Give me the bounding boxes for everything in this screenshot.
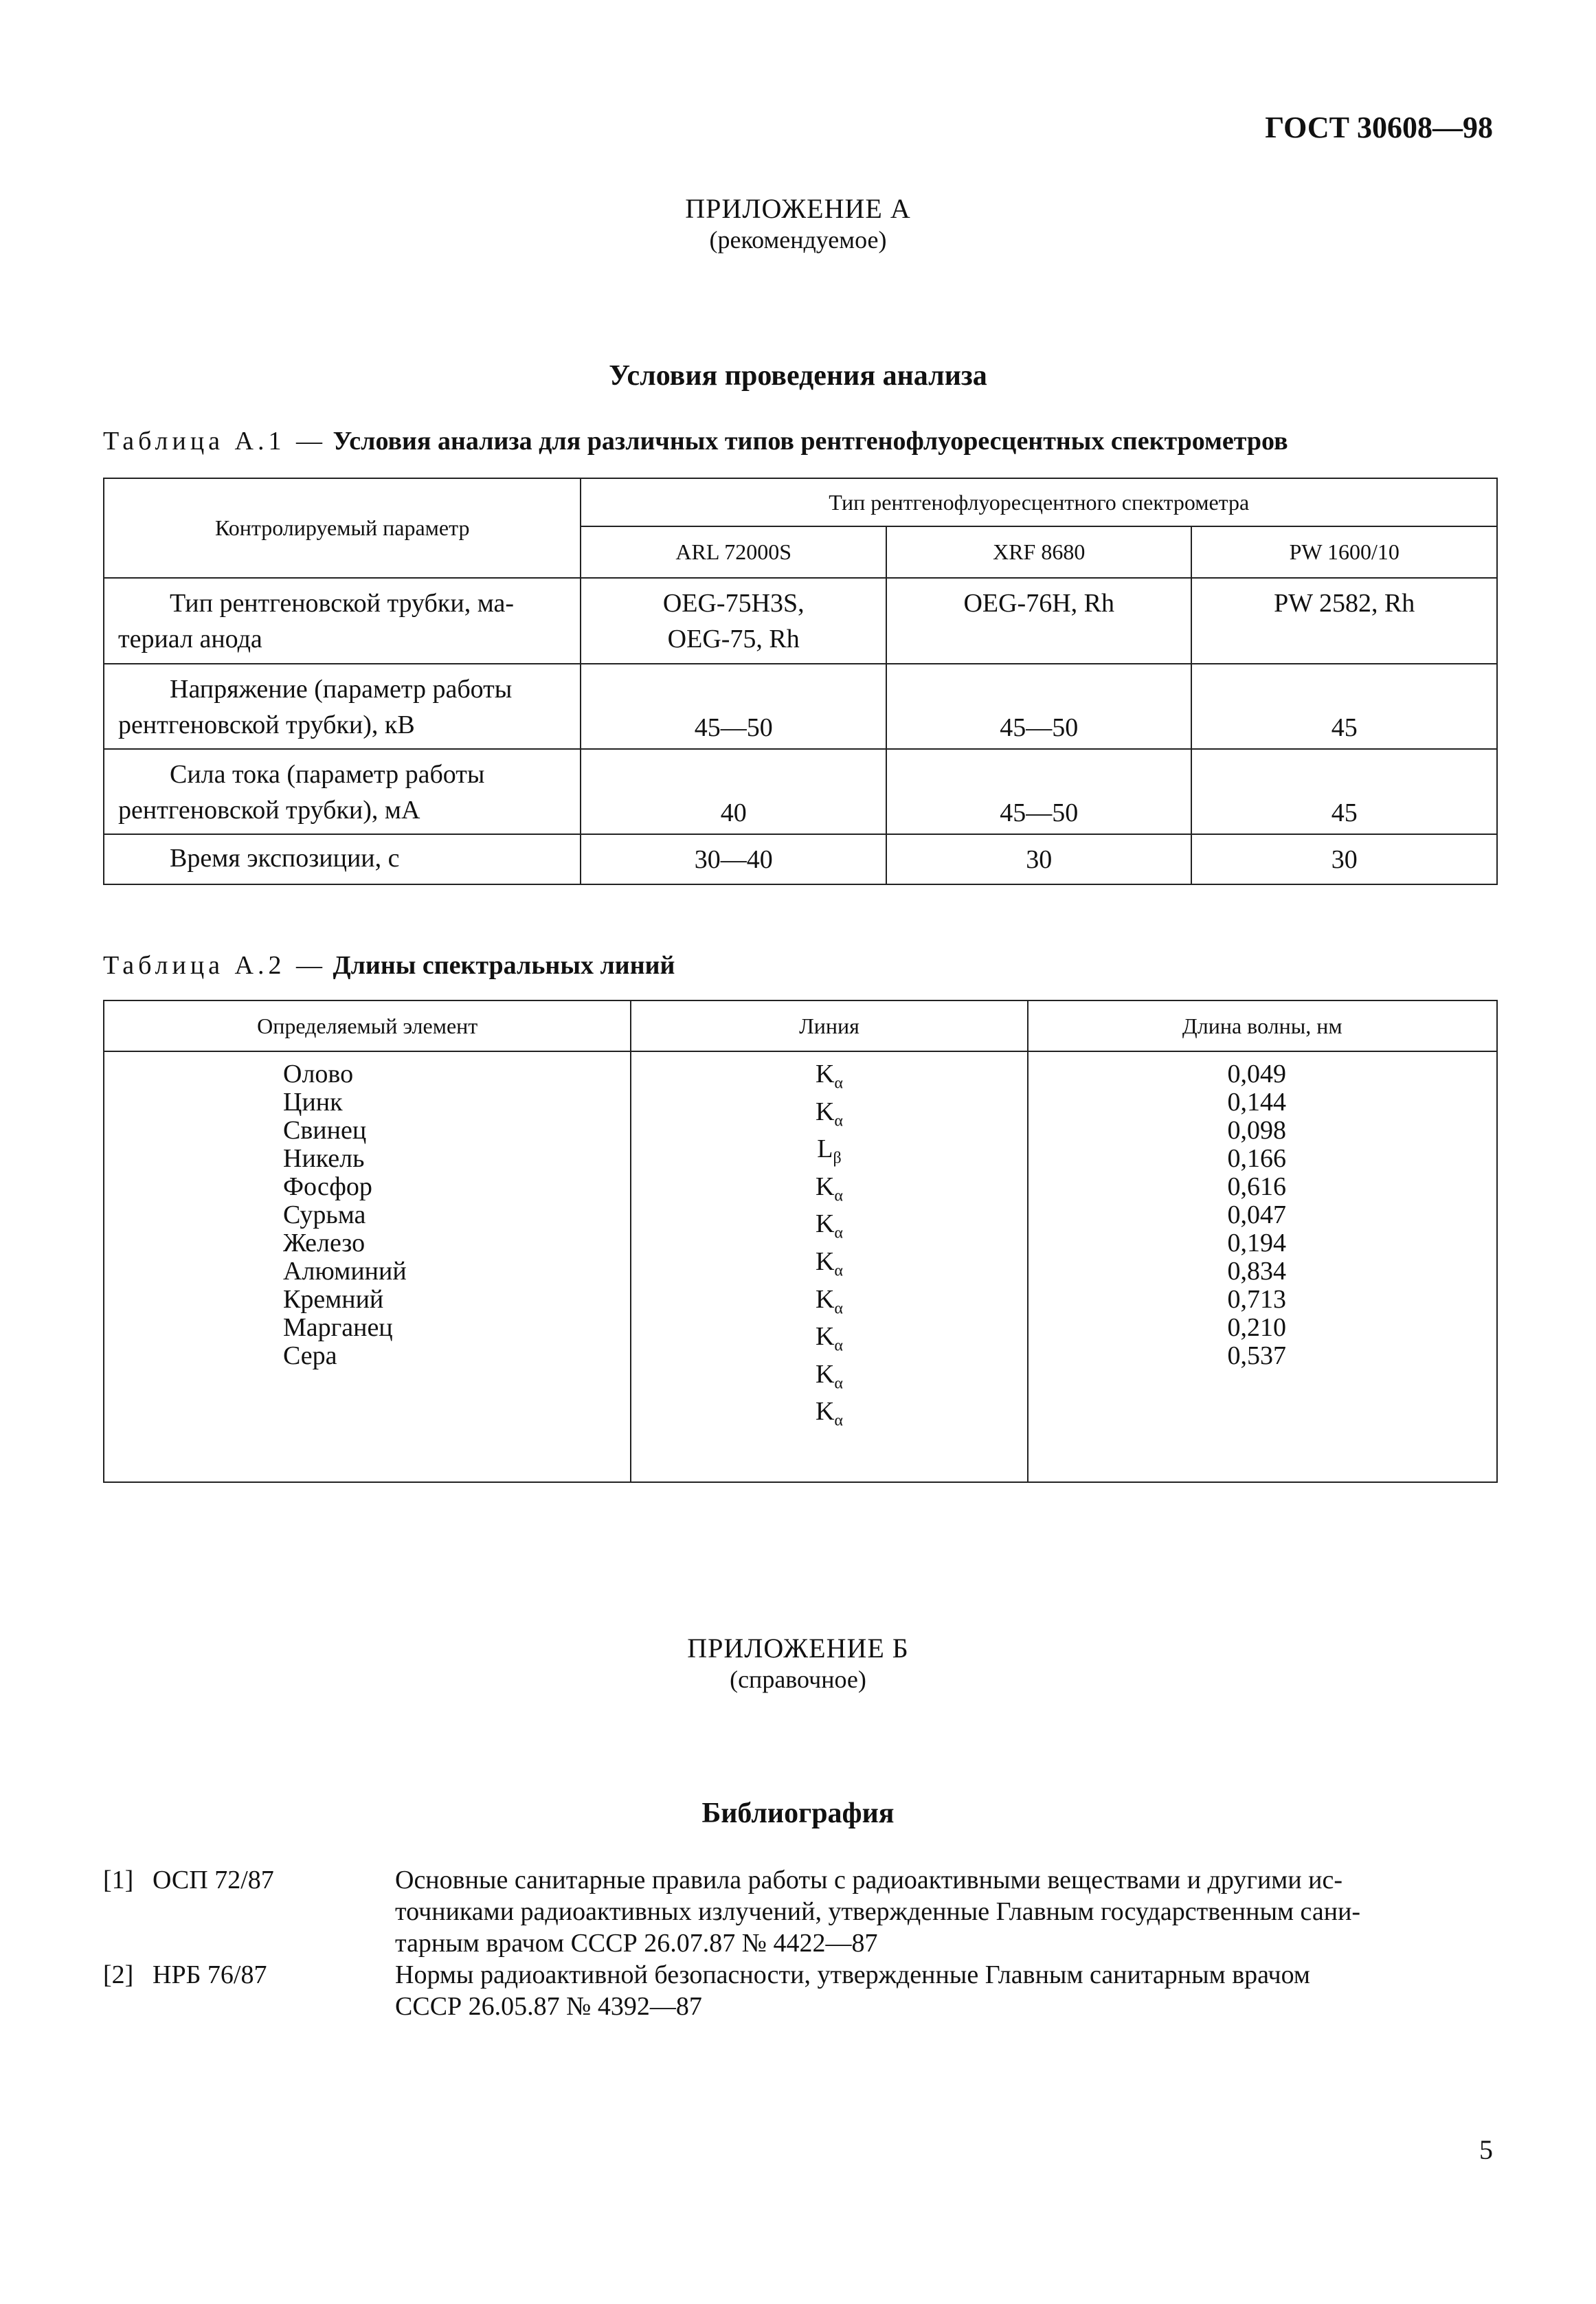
table-a1-cell: 45—50 (886, 749, 1191, 834)
table-a2-line (631, 1135, 1026, 1173)
table-a2-wavelength: 0,144 (1227, 1088, 1287, 1117)
table-a2-line-subscript: α (834, 1374, 843, 1393)
table-a1-cell: 45 (1191, 664, 1497, 749)
bib-text-line: Основные санитарные правила работы с радиоактивными веществами и другими ис- (395, 1866, 1343, 1894)
table-a2-elements (104, 1051, 631, 1482)
table-a1 (103, 478, 1498, 885)
appendix-a-title: ПРИЛОЖЕНИЕ А (685, 193, 911, 224)
table-a2-element: Железо (283, 1229, 366, 1257)
table-a1-param-line: териал анода (118, 625, 262, 653)
table-a1-column-header: PW 1600/10 (1191, 526, 1497, 578)
table-a2-element: Кремний (283, 1285, 384, 1314)
appendix-b-section-title: Библиография (701, 1798, 895, 1829)
bib-number: [2] (103, 1960, 134, 1989)
table-a2-wavelength: 0,194 (1227, 1229, 1287, 1257)
table-a2-line-subscript: α (834, 1262, 843, 1280)
table-a2-line-symbol: K (815, 1397, 835, 1427)
table-a1-cell: OEG-75H3S, OEG-75, Rh (581, 578, 886, 664)
table-a2-header-line: Линия (631, 1000, 1027, 1051)
document-code: ГОСТ 30608—98 (1265, 111, 1493, 144)
table-a2-line-symbol: K (815, 1359, 835, 1389)
table-a2-wavelength: 0,713 (1227, 1285, 1287, 1314)
table-a2-wavelength: 0,616 (1227, 1172, 1287, 1201)
table-a1-column-header: XRF 8680 (886, 526, 1191, 578)
appendix-b-title: ПРИЛОЖЕНИЕ Б (687, 1633, 909, 1664)
table-a1-param-line: Тип рентгеновской трубки, ма- (170, 589, 514, 618)
table-a1-cell: OEG-76H, Rh (886, 578, 1191, 664)
table-a2-line-subscript: α (834, 1224, 843, 1242)
table-a2-header-element: Определяемый элемент (104, 1000, 631, 1051)
table-a2-line-symbol: K (815, 1246, 835, 1276)
table-a1-param-line: рентгеновской трубки), кВ (118, 711, 415, 739)
table-a1-cell: 45 (1191, 749, 1497, 834)
table-a2-element: Свинец (283, 1116, 367, 1145)
appendix-a-subtitle: (рекомендуемое) (709, 226, 887, 254)
table-a2-wavelength: 0,537 (1227, 1341, 1287, 1370)
table-a1-param-line: рентгеновской трубки), мА (118, 796, 420, 825)
table-a1-param-line: Напряжение (параметр работы (170, 675, 513, 704)
table-a2-header-wavelength: Длина волны, нм (1028, 1000, 1497, 1051)
table-a2-wavelength: 0,047 (1227, 1200, 1287, 1229)
table-a2-line-subscript: α (834, 1411, 843, 1430)
table-a2 (103, 1000, 1498, 1483)
table-a2-line-symbol: K (815, 1284, 835, 1314)
table-a2-lines (631, 1051, 1027, 1482)
table-a2-wavelength: 0,210 (1227, 1313, 1287, 1342)
table-a1-caption-label: Таблица А.1 — (103, 427, 326, 456)
appendix-a-section-title: Условия проведения анализа (609, 360, 987, 392)
appendix-b-subtitle: (справочное) (730, 1666, 866, 1693)
table-a2-line-subscript: α (834, 1187, 843, 1205)
table-a2-line-symbol: L (817, 1134, 833, 1164)
bib-text (395, 1864, 1481, 1959)
table-a2-line-subscript: α (834, 1299, 843, 1318)
table-a2-caption-label: Таблица А.2 — (103, 951, 326, 980)
table-a1-caption-text: Условия анализа для различных типов рентгенофлуоресцентных спектрометров (333, 427, 1288, 456)
table-a2-element: Сера (283, 1341, 337, 1370)
table-a2-line (631, 1361, 1026, 1398)
table-a1-param (104, 749, 581, 834)
bib-text-line: Нормы радиоактивной безопасности, утвержденные Главным санитарным врачом (395, 1960, 1310, 1989)
table-a2-element: Никель (283, 1144, 365, 1173)
table-a2-element: Сурьма (283, 1200, 366, 1229)
table-a2-line (631, 1060, 1026, 1098)
table-a2-line-symbol: K (815, 1209, 835, 1239)
table-a1-param (104, 834, 581, 884)
table-a1-row (104, 749, 1497, 834)
table-a2-line (631, 1210, 1026, 1248)
table-a1-cell: 45—50 (886, 664, 1191, 749)
bib-text-line: тарным врачом СССР 26.07.87 № 4422—87 (395, 1929, 878, 1958)
table-a2-line-symbol: K (815, 1172, 835, 1201)
table-a1-caption (103, 426, 1288, 456)
table-a1-group-header: Тип рентгенофлуоресцентного спектрометра (581, 478, 1497, 526)
bib-text (395, 1959, 1481, 2022)
table-a1-cell: 30 (1191, 834, 1497, 884)
table-a2-wavelength: 0,098 (1227, 1116, 1287, 1145)
table-a2-element: Цинк (283, 1088, 343, 1117)
table-a1-column-header: ARL 72000S (581, 526, 886, 578)
table-a2-element: Олово (283, 1060, 354, 1088)
bib-code: ОСП 72/87 (153, 1866, 274, 1894)
table-a2-line (631, 1098, 1026, 1136)
table-a1-row (104, 578, 1497, 664)
table-a1-param-line: Время экспозиции, с (170, 844, 400, 873)
table-a2-line-subscript: α (834, 1074, 843, 1093)
table-a1-row (104, 834, 1497, 884)
table-a2-wavelength: 0,834 (1227, 1257, 1287, 1286)
table-a2-element: Фосфор (283, 1172, 372, 1201)
table-a2-caption (103, 950, 675, 981)
bib-number: [1] (103, 1866, 134, 1894)
table-a1-row (104, 664, 1497, 749)
table-a2-line-subscript: β (833, 1149, 842, 1167)
table-a2-line-subscript: α (834, 1112, 843, 1130)
table-a2-wavelengths (1028, 1051, 1497, 1482)
table-a1-cell: PW 2582, Rh (1191, 578, 1497, 664)
table-a2-line-subscript: α (834, 1336, 843, 1355)
table-a1-param-line: Сила тока (параметр работы (170, 760, 485, 789)
page-number: 5 (1479, 2134, 1493, 2165)
table-a2-line-symbol: K (815, 1097, 835, 1126)
table-a1-param (104, 664, 581, 749)
table-a2-line-symbol: K (815, 1060, 835, 1088)
table-a2-wavelength: 0,166 (1227, 1144, 1287, 1173)
table-a1-cell: 40 (581, 749, 886, 834)
table-a2-element: Марганец (283, 1313, 393, 1342)
bib-text-line: точниками радиоактивных излучений, утвержденные Главным государственным сани- (395, 1897, 1361, 1926)
table-a2-element: Алюминий (283, 1257, 407, 1286)
table-a2-line (631, 1323, 1026, 1361)
bib-code: НРБ 76/87 (153, 1960, 267, 1989)
table-a1-param-header: Контролируемый параметр (104, 478, 581, 578)
table-a2-line-symbol: K (815, 1322, 835, 1352)
table-a2-caption-text: Длины спектральных линий (333, 951, 675, 980)
table-a2-wavelength: 0,049 (1227, 1060, 1287, 1088)
table-a1-cell: 45—50 (581, 664, 886, 749)
table-a1-cell: 30 (886, 834, 1191, 884)
bib-text-line: СССР 26.05.87 № 4392—87 (395, 1992, 702, 2021)
table-a2-line (631, 1435, 1026, 1473)
table-a2-line (631, 1173, 1026, 1211)
table-a2-line (631, 1248, 1026, 1286)
table-a2-line (631, 1398, 1026, 1435)
table-a2-line (631, 1286, 1026, 1323)
table-a1-param (104, 578, 581, 664)
table-a1-cell: 30—40 (581, 834, 886, 884)
